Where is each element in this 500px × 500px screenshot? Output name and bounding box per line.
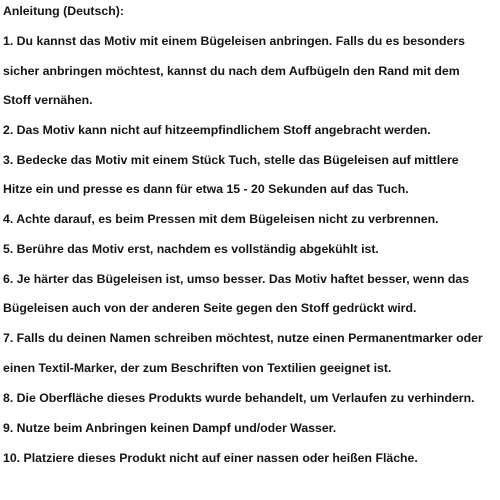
instruction-line: Stoff vernähen. bbox=[3, 93, 93, 107]
instruction-line: 4. Achte darauf, es beim Pressen mit dem Bügeleisen nicht zu verbrennen. bbox=[3, 212, 439, 226]
instruction-line: 5. Berühre das Motiv erst, nachdem es vollständig abgekühlt ist. bbox=[3, 242, 379, 256]
instruction-line: 6. Je härter das Bügeleisen ist, umso besser. Das Motiv haftet besser, wenn das bbox=[3, 272, 470, 286]
instruction-line: 9. Nutze beim Anbringen keinen Dampf und/oder Wasser. bbox=[3, 421, 337, 435]
instruction-line: Bügeleisen auch von der anderen Seite gegen den Stoff gedrückt wird. bbox=[3, 301, 417, 315]
instruction-line: 10. Platziere dieses Produkt nicht auf einer nassen oder heißen Fläche. bbox=[3, 451, 418, 465]
instruction-line: 2. Das Motiv kann nicht auf hitzeempfindlichem Stoff angebracht werden. bbox=[3, 123, 431, 137]
instruction-line: 1. Du kannst das Motiv mit einem Bügeleisen anbringen. Falls du es besonders bbox=[3, 34, 465, 48]
instruction-line: Hitze ein und presse es dann für etwa 15 - 20 Sekunden auf das Tuch. bbox=[3, 182, 409, 196]
instruction-line: 7. Falls du deinen Namen schreiben möchtest, nutze einen Permanentmarker oder bbox=[3, 331, 483, 345]
instruction-line: einen Textil-Marker, der zum Beschriften von Textilien geeignet ist. bbox=[3, 361, 392, 375]
instruction-line: 3. Bedecke das Motiv mit einem Stück Tuch, stelle das Bügeleisen auf mittlere bbox=[3, 153, 459, 167]
instruction-line: sicher anbringen möchtest, kannst du nach dem Aufbügeln den Rand mit dem bbox=[3, 64, 460, 78]
instruction-line: 8. Die Oberfläche dieses Produkts wurde behandelt, um Verlaufen zu verhindern. bbox=[3, 391, 475, 405]
document-heading: Anleitung (Deutsch): bbox=[3, 4, 124, 18]
